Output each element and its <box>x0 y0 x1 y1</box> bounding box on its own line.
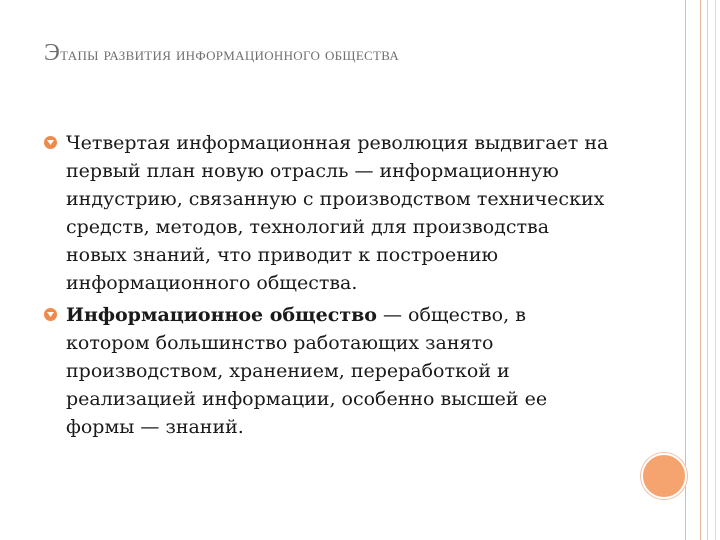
title-first-letter: Э <box>44 40 61 66</box>
bullet-icon <box>44 136 57 149</box>
frame-line <box>715 0 716 540</box>
frame-line <box>700 0 701 540</box>
bullet-list <box>44 129 614 445</box>
bullet-icon <box>44 308 57 321</box>
slide-title <box>44 34 664 73</box>
bullet-term: Информационное общество <box>66 304 377 326</box>
bullet-item <box>44 129 614 297</box>
bullet-text: — общество, в котором большинство работающих занято производством, хранением, переработкой и реализацией информации, особенно высшей ее формы — знаний. <box>66 304 548 438</box>
title-rest: тапы развития информационного общества <box>60 44 400 64</box>
frame-line <box>685 0 686 540</box>
decorative-circle <box>641 453 687 499</box>
bullet-item <box>44 301 614 441</box>
frame-line <box>707 0 708 540</box>
bullet-text: Четвертая информационная революция выдвигает на первый план новую отрасль — информационную индустрию, связанную с производством технических средств, методов, технологий для производства новых знаний, что приводит к построению информационного общества. <box>66 132 609 294</box>
